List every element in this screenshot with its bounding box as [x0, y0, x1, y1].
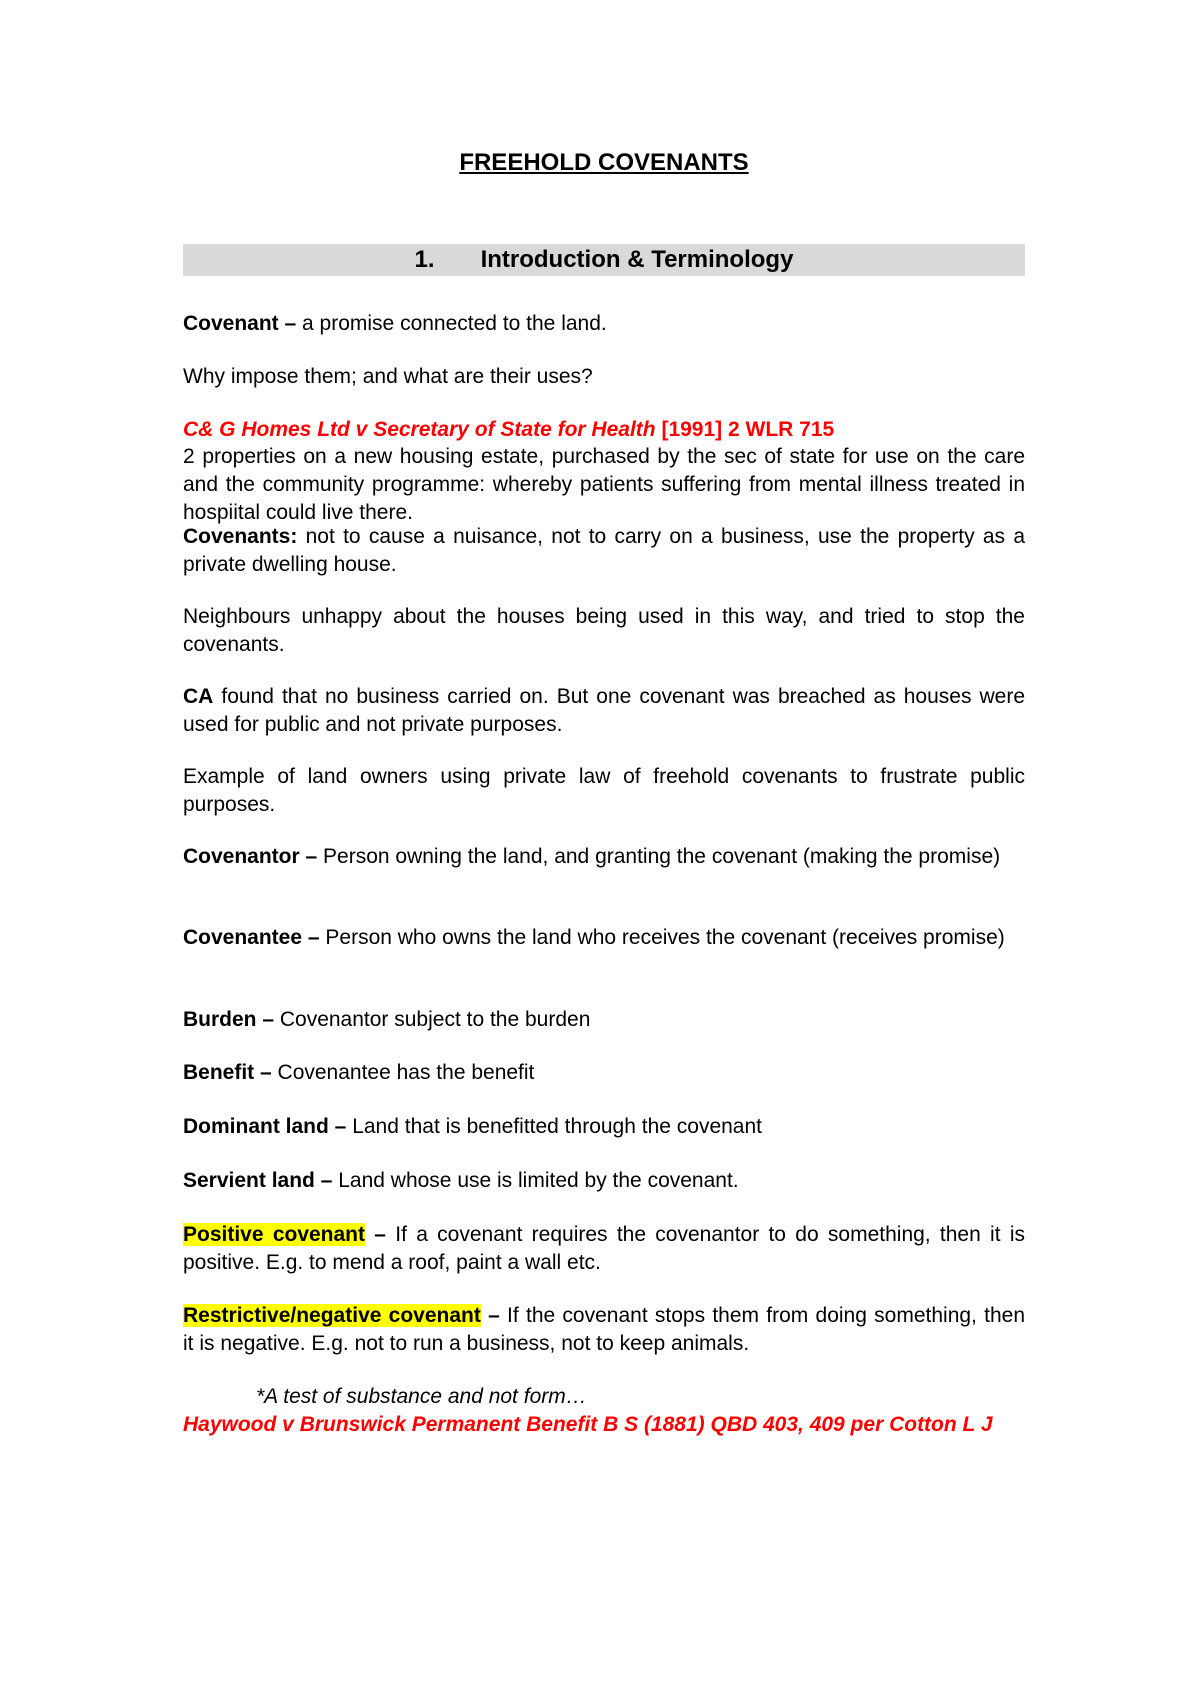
definition-text: Land that is benefitted through the covenant	[346, 1115, 763, 1138]
section-heading	[183, 244, 1025, 276]
case-covenants	[183, 523, 1025, 579]
definition-term: Covenant –	[183, 312, 297, 335]
definition-dash: –	[365, 1223, 386, 1246]
definition-dash: –	[480, 1304, 500, 1327]
definition-text: If the covenant stops them from doing something, then it is negative. E.g. not to run a business, not to keep animals.	[183, 1304, 1026, 1355]
definition-term: Covenantee –	[183, 926, 320, 949]
covenants-label: Covenants:	[183, 525, 298, 548]
restrictive-covenant-definition	[183, 1302, 1025, 1358]
definition-text: If a covenant requires the covenantor to do something, then it is positive. E.g. to mend a roof, paint a wall etc.	[183, 1223, 1026, 1274]
covenants-text: not to cause a nuisance, not to carry on a business, use the property as a private dwelling house.	[183, 525, 1025, 576]
servient-land-definition	[183, 1167, 1025, 1195]
definition-term: Dominant land –	[183, 1115, 347, 1138]
definition-text: Person owning the land, and granting the covenant (making the promise)	[317, 845, 1001, 868]
highlighted-term: Positive covenant	[183, 1223, 366, 1246]
ca-finding	[183, 683, 1025, 739]
case-facts: 2 properties on a new housing estate, purchased by the sec of state for use on the care and the community programme: whereby patients suffering from mental illness treated in hospiital could live there.	[183, 445, 1025, 524]
case-reference: [1991] 2 WLR 715	[655, 418, 835, 441]
definition-term: Servient land –	[183, 1169, 333, 1192]
positive-covenant-definition	[183, 1221, 1025, 1277]
case-name: C& G Homes Ltd v Secretary of State for Health	[183, 418, 656, 441]
section-number: 1.	[414, 246, 435, 273]
covenantor-definition	[183, 843, 1025, 871]
definition-term: Covenantor –	[183, 845, 318, 868]
definition-text: Person who owns the land who receives the covenant (receives promise)	[319, 926, 1005, 949]
definition-text: Covenantor subject to the burden	[274, 1008, 591, 1031]
benefit-definition	[183, 1059, 1025, 1087]
ca-label: CA	[183, 685, 214, 708]
example-paragraph: Example of land owners using private law of freehold covenants to frustrate public purposes.	[183, 765, 1025, 816]
highlighted-term: Restrictive/negative covenant	[183, 1304, 481, 1327]
definition-term: Benefit –	[183, 1061, 272, 1084]
dominant-land-definition	[183, 1113, 1025, 1141]
why-question: Why impose them; and what are their uses?	[183, 365, 593, 388]
covenant-definition	[183, 310, 1025, 338]
test-note: *A test of substance and not form…	[256, 1385, 587, 1408]
section-title: Introduction & Terminology	[480, 246, 794, 273]
definition-text: a promise connected to the land.	[296, 312, 607, 335]
case-citation-2: Haywood v Brunswick Permanent Benefit B S (1881) QBD 403, 409 per Cotton L J	[183, 1413, 993, 1436]
case-citation-1	[183, 416, 1025, 444]
definition-text: Land whose use is limited by the covenant.	[332, 1169, 739, 1192]
document-title: FREEHOLD COVENANTS	[459, 149, 749, 176]
covenantee-definition	[183, 924, 1025, 952]
neighbours-paragraph: Neighbours unhappy about the houses being used in this way, and tried to stop the covenants.	[183, 605, 1025, 656]
burden-definition	[183, 1006, 1025, 1034]
ca-text: found that no business carried on. But one covenant was breached as houses were used for public and not private purposes.	[183, 685, 1025, 736]
definition-text: Covenantee has the benefit	[271, 1061, 535, 1084]
definition-term: Burden –	[183, 1008, 275, 1031]
